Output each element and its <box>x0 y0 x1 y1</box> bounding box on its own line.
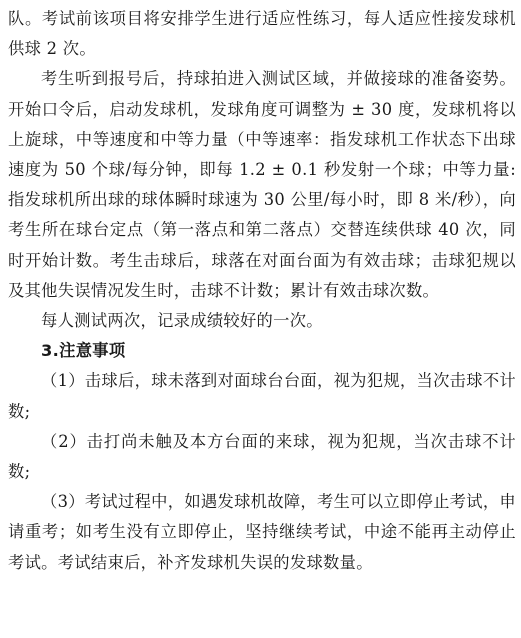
paragraph-procedure: 考生听到报号后，持球拍进入测试区域，并做接球的准备姿势。开始口令后，启动发球机，发球角度可调整为 ± 30 度，发球机将以上旋球，中等速度和中等力量（中等速率：指发球机工作状态下出球速度为 50 个球/每分钟，即每 1.2 ± 0.1 秒发射一个球；中等力量:指发球机所出球的球体瞬时球速为 30 公里/每小时，即 8 米/秒），向考生所在球台定点（第一落点和第二落点）交替连续供球 40 次，同时开始计数。考生击球后，球落在对面台面为有效击球；击球犯规以及其他失误情况发生时，击球不计数；累计有效击球次数。 <box>8 69 516 300</box>
paragraph-practice: 队。考试前该项目将安排学生进行适应性练习，每人适应性接发球机供球 2 次。 <box>8 9 516 59</box>
note-item-1: （1）击球后，球未落到对面球台台面，视为犯规，当次击球不计数; <box>8 371 516 421</box>
section-heading: 3.注意事项 <box>41 341 126 361</box>
paragraph-attempts: 每人测试两次，记录成绩较好的一次。 <box>41 311 323 331</box>
note-item-3: （3）考试过程中，如遇发球机故障，考生可以立即停止考试，申请重考；如考生没有立即停止，坚持继续考试，中途不能再主动停止考试。考试结束后，补齐发球机失误的发球数量。 <box>8 492 516 572</box>
note-item-2: （2）击打尚未触及本方台面的来球，视为犯规，当次击球不计数; <box>8 431 516 482</box>
